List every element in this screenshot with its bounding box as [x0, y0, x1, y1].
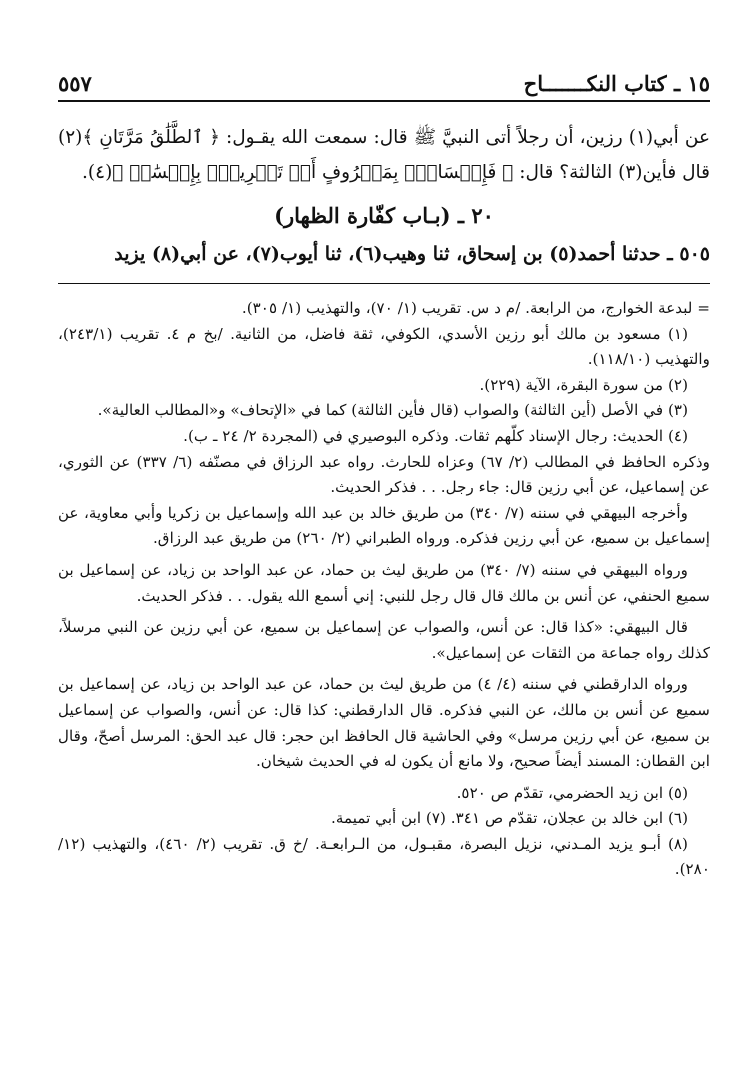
footnote-2: (٢) من سورة البقرة، الآية (٢٢٩). — [479, 375, 688, 394]
page-number: ٥٥٧ — [58, 71, 92, 96]
footnote-6-7: (٦) ابن خالد بن عجلان، تقدّم ص ٣٤١. (٧) ابن أبي تميمة. — [331, 809, 688, 828]
section-title: ٢٠ ـ (بـاب كفّارة الظهار) — [274, 203, 494, 228]
header-rule — [58, 100, 710, 102]
hadith-text-505: ٥٠٥ ـ حدثنا أحمد(٥) بن إسحاق، ثنا وهيب(٦)، ثنا أيوب(٧)، عن أبي(٨) يزيد — [114, 243, 710, 265]
footnote-4-text: ورواه الدارقطني في سننه (٤/ ٤) من طريق ليث بن حماد، عن عبد الواحد بن زياد، عن إسماعيل بن سميع عن أنس بن مالك، عن النبي فذكره. قال الدارقطني: كذا قال: عن أنس، والصواب عن إسماعيل بن سميع، عن أبي رزين مرسل» وفي الحاشية قال الحافظ ابن حجر: قال عبد الحق: المرسل أصحّ، وقال ابن القطان: المسند أيضاً صحيح، ولا مانع أن يكون له في الحديث شيخان. — [58, 675, 710, 771]
footnote-separator — [58, 283, 710, 284]
page-header — [58, 60, 710, 96]
footnote-4: (٤) الحديث: رجال الإسناد كلّهم ثقات. وذكره البوصيري في (المجردة ٢/ ٢٤ ـ ب). — [183, 426, 688, 445]
footnote-1: (١) مسعود بن مالك أبو رزين الأسدي، الكوفي، ثقة فاضل، من الثانية. /بخ م ٤. تقريب (٢٤٣/١)، والتهذيب (١١٨/١٠). — [58, 324, 710, 369]
footnote-3: (٣) في الأصل (أين الثالثة) والصواب (قال فأين الثالثة) كما في «الإتحاف» و«المطالب العالية». — [97, 401, 688, 420]
footnote-4-text: وأخرجه البيهقي في سننه (٧/ ٣٤٠) من طريق خالد بن عبد الله وإسماعيل بن زكريا وأبي معاوية، عن إسماعيل بن سميع، عن أبي رزين فذكره. ورواه الطبراني (٢/ ٢٦٠) من طريق عبد الرزاق. — [58, 503, 710, 548]
footnote-5: (٥) ابن زيد الحضرمي، تقدّم ص ٥٢٠. — [456, 783, 688, 802]
chapter-title: ١٥ ـ كتاب النكـــــــاح — [523, 71, 710, 96]
footnote-4-text: وذكره الحافظ في المطالب (٢/ ٦٧) وعزاه للحارث. رواه عبد الرزاق في مصنّفه (٦/ ٣٣٧) عن الثوري، عن إسماعيل، عن أبي رزين قال: جاء رجل. . . فذكر الحديث. — [58, 452, 711, 497]
hadith-text-504: عن أبي(١) رزين، أن رجلاً أتى النبيَّ ﷺ قال: سمعت الله يقـول: ﴿ ٱلطَّلَٰقُ مَرَّتَانِ ﴾(٢) قال فأين(٣) الثالثة؟ قال: ﴿ فَإِمۡسَاكُۢ بِمَعۡرُوفٍ أَوۡ تَسۡرِيحُۢ بِإِحۡسَٰنٖ ﴾(٤). — [58, 127, 710, 183]
footnote-4-text: قال البيهقي: «كذا قال: عن أنس، والصواب عن إسماعيل بن سميع، عن أبي رزين عن النبي مرسلاً، كذلك رواه جماعة من الثقات عن إسماعيل». — [58, 618, 710, 662]
footnote-4-text: ورواه البيهقي في سننه (٧/ ٣٤٠) من طريق ليث بن حماد، عن عبد الواحد بن زياد، عن إسماعيل بن سميع الحنفي، عن أنس بن مالك قال قال رجل للنبي: إني أسمع الله يقول. . . فذكر الحديث. — [58, 560, 710, 605]
main-text — [58, 120, 710, 271]
footnote-continuation: = لبدعة الخوارج، من الرابعة. /م د س. تقريب (١/ ٧٠)، والتهذيب (١/ ٣٠٥). — [241, 299, 710, 317]
footnote-8: (٨) أبـو يزيد المـدني، نزيل البصرة، مقبـول، من الـرابعـة. /خ ق. تقريب (٢/ ٤٦٠)، والتهذيب (١٢/ ٢٨٠). — [58, 834, 710, 879]
footnotes — [58, 296, 710, 883]
book-page — [58, 60, 710, 883]
